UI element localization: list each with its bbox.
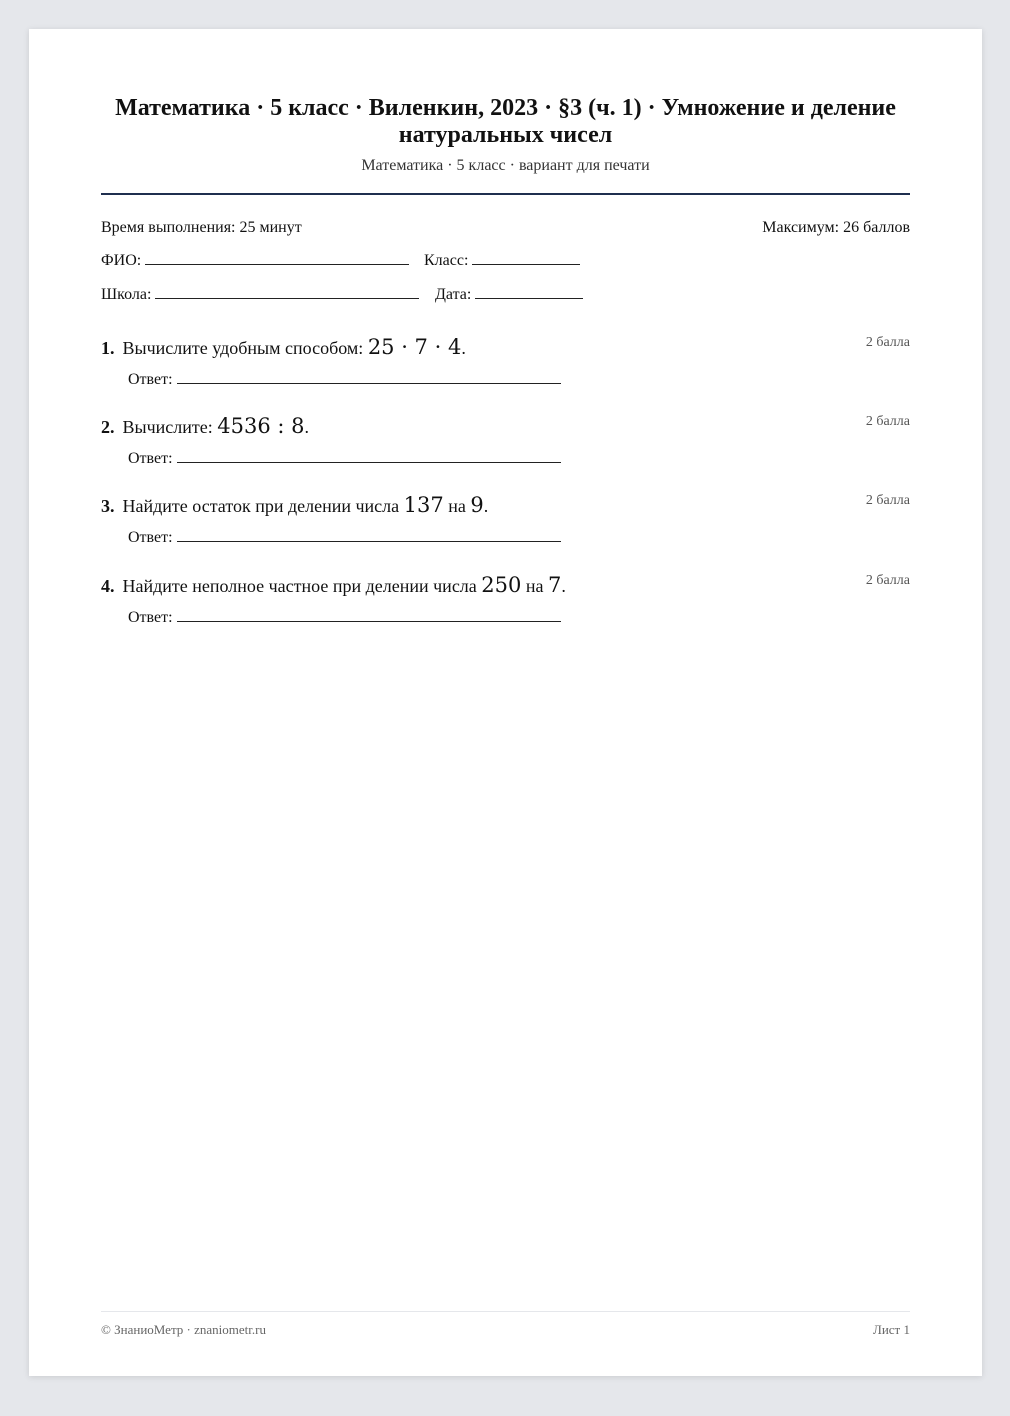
fio-label: ФИО: xyxy=(101,252,142,269)
task-question xyxy=(101,414,309,438)
school-field[interactable] xyxy=(101,286,419,304)
school-line[interactable] xyxy=(155,297,419,299)
footer xyxy=(101,1322,910,1338)
task-math-2: 9 xyxy=(470,493,484,517)
class-line[interactable] xyxy=(472,263,580,265)
task-mid: на xyxy=(448,496,466,516)
task-number: 2. xyxy=(101,417,115,437)
task-number: 1. xyxy=(101,338,115,358)
task-suffix: . xyxy=(483,496,489,516)
footer-divider xyxy=(101,1311,910,1312)
fio-line[interactable] xyxy=(145,263,409,265)
max-score: Максимум: 26 баллов xyxy=(762,219,910,236)
task-points: 2 балла xyxy=(865,414,910,429)
date-line[interactable] xyxy=(475,297,583,299)
answer-label: Ответ: xyxy=(128,529,173,546)
meta-row xyxy=(101,219,910,237)
header-divider xyxy=(101,193,910,195)
date-field[interactable] xyxy=(435,286,583,304)
task-text: Вычислите удобным способом: xyxy=(122,338,364,358)
school-label: Школа: xyxy=(101,286,152,303)
class-label: Класс: xyxy=(424,252,469,269)
task-question xyxy=(101,335,466,359)
task-text: Вычислите: xyxy=(122,417,213,437)
answer-line[interactable] xyxy=(177,620,561,622)
task-math: 4536 : 8 xyxy=(217,414,305,438)
answer-field[interactable] xyxy=(128,450,561,468)
page-number: Лист 1 xyxy=(873,1322,910,1337)
task-mid: на xyxy=(525,576,544,596)
answer-line[interactable] xyxy=(177,461,561,463)
answer-line[interactable] xyxy=(177,382,561,384)
task-question xyxy=(101,493,488,517)
answer-label: Ответ: xyxy=(128,609,173,626)
task-math-2: 7 xyxy=(548,573,562,597)
worksheet-page xyxy=(29,29,982,1376)
task-suffix: . xyxy=(304,417,309,437)
answer-field[interactable] xyxy=(128,609,561,627)
page-subtitle: Математика · 5 класс · вариант для печати xyxy=(361,157,650,174)
task-number: 3. xyxy=(101,496,115,516)
answer-label: Ответ: xyxy=(128,371,173,388)
date-label: Дата: xyxy=(435,286,472,303)
page-title: Математика · 5 класс · Виленкин, 2023 · §3 (ч. 1) · Умножение и деление натуральных чисел xyxy=(115,95,896,148)
answer-field[interactable] xyxy=(128,529,561,547)
task-number: 4. xyxy=(101,576,115,596)
task-suffix: . xyxy=(461,338,466,358)
task-text: Найдите неполное частное при делении числа xyxy=(122,576,477,596)
task-math: 250 xyxy=(481,573,522,597)
task-points: 2 балла xyxy=(865,335,910,350)
task-points: 2 балла xyxy=(865,573,910,588)
task-question xyxy=(101,573,566,597)
answer-line[interactable] xyxy=(177,540,561,542)
task-math: 25 · 7 · 4 xyxy=(367,335,462,359)
footer-copyright: © ЗнаниоМетр · znaniometr.ru xyxy=(101,1322,266,1337)
task-points: 2 балла xyxy=(865,493,910,508)
answer-label: Ответ: xyxy=(128,450,173,467)
class-field[interactable] xyxy=(424,252,580,270)
task-text: Найдите остаток при делении числа xyxy=(122,496,400,516)
time-limit: Время выполнения: 25 минут xyxy=(101,219,302,236)
answer-field[interactable] xyxy=(128,371,561,389)
task-math: 137 xyxy=(403,493,444,517)
fio-field[interactable] xyxy=(101,252,409,270)
task-suffix: . xyxy=(561,576,566,596)
